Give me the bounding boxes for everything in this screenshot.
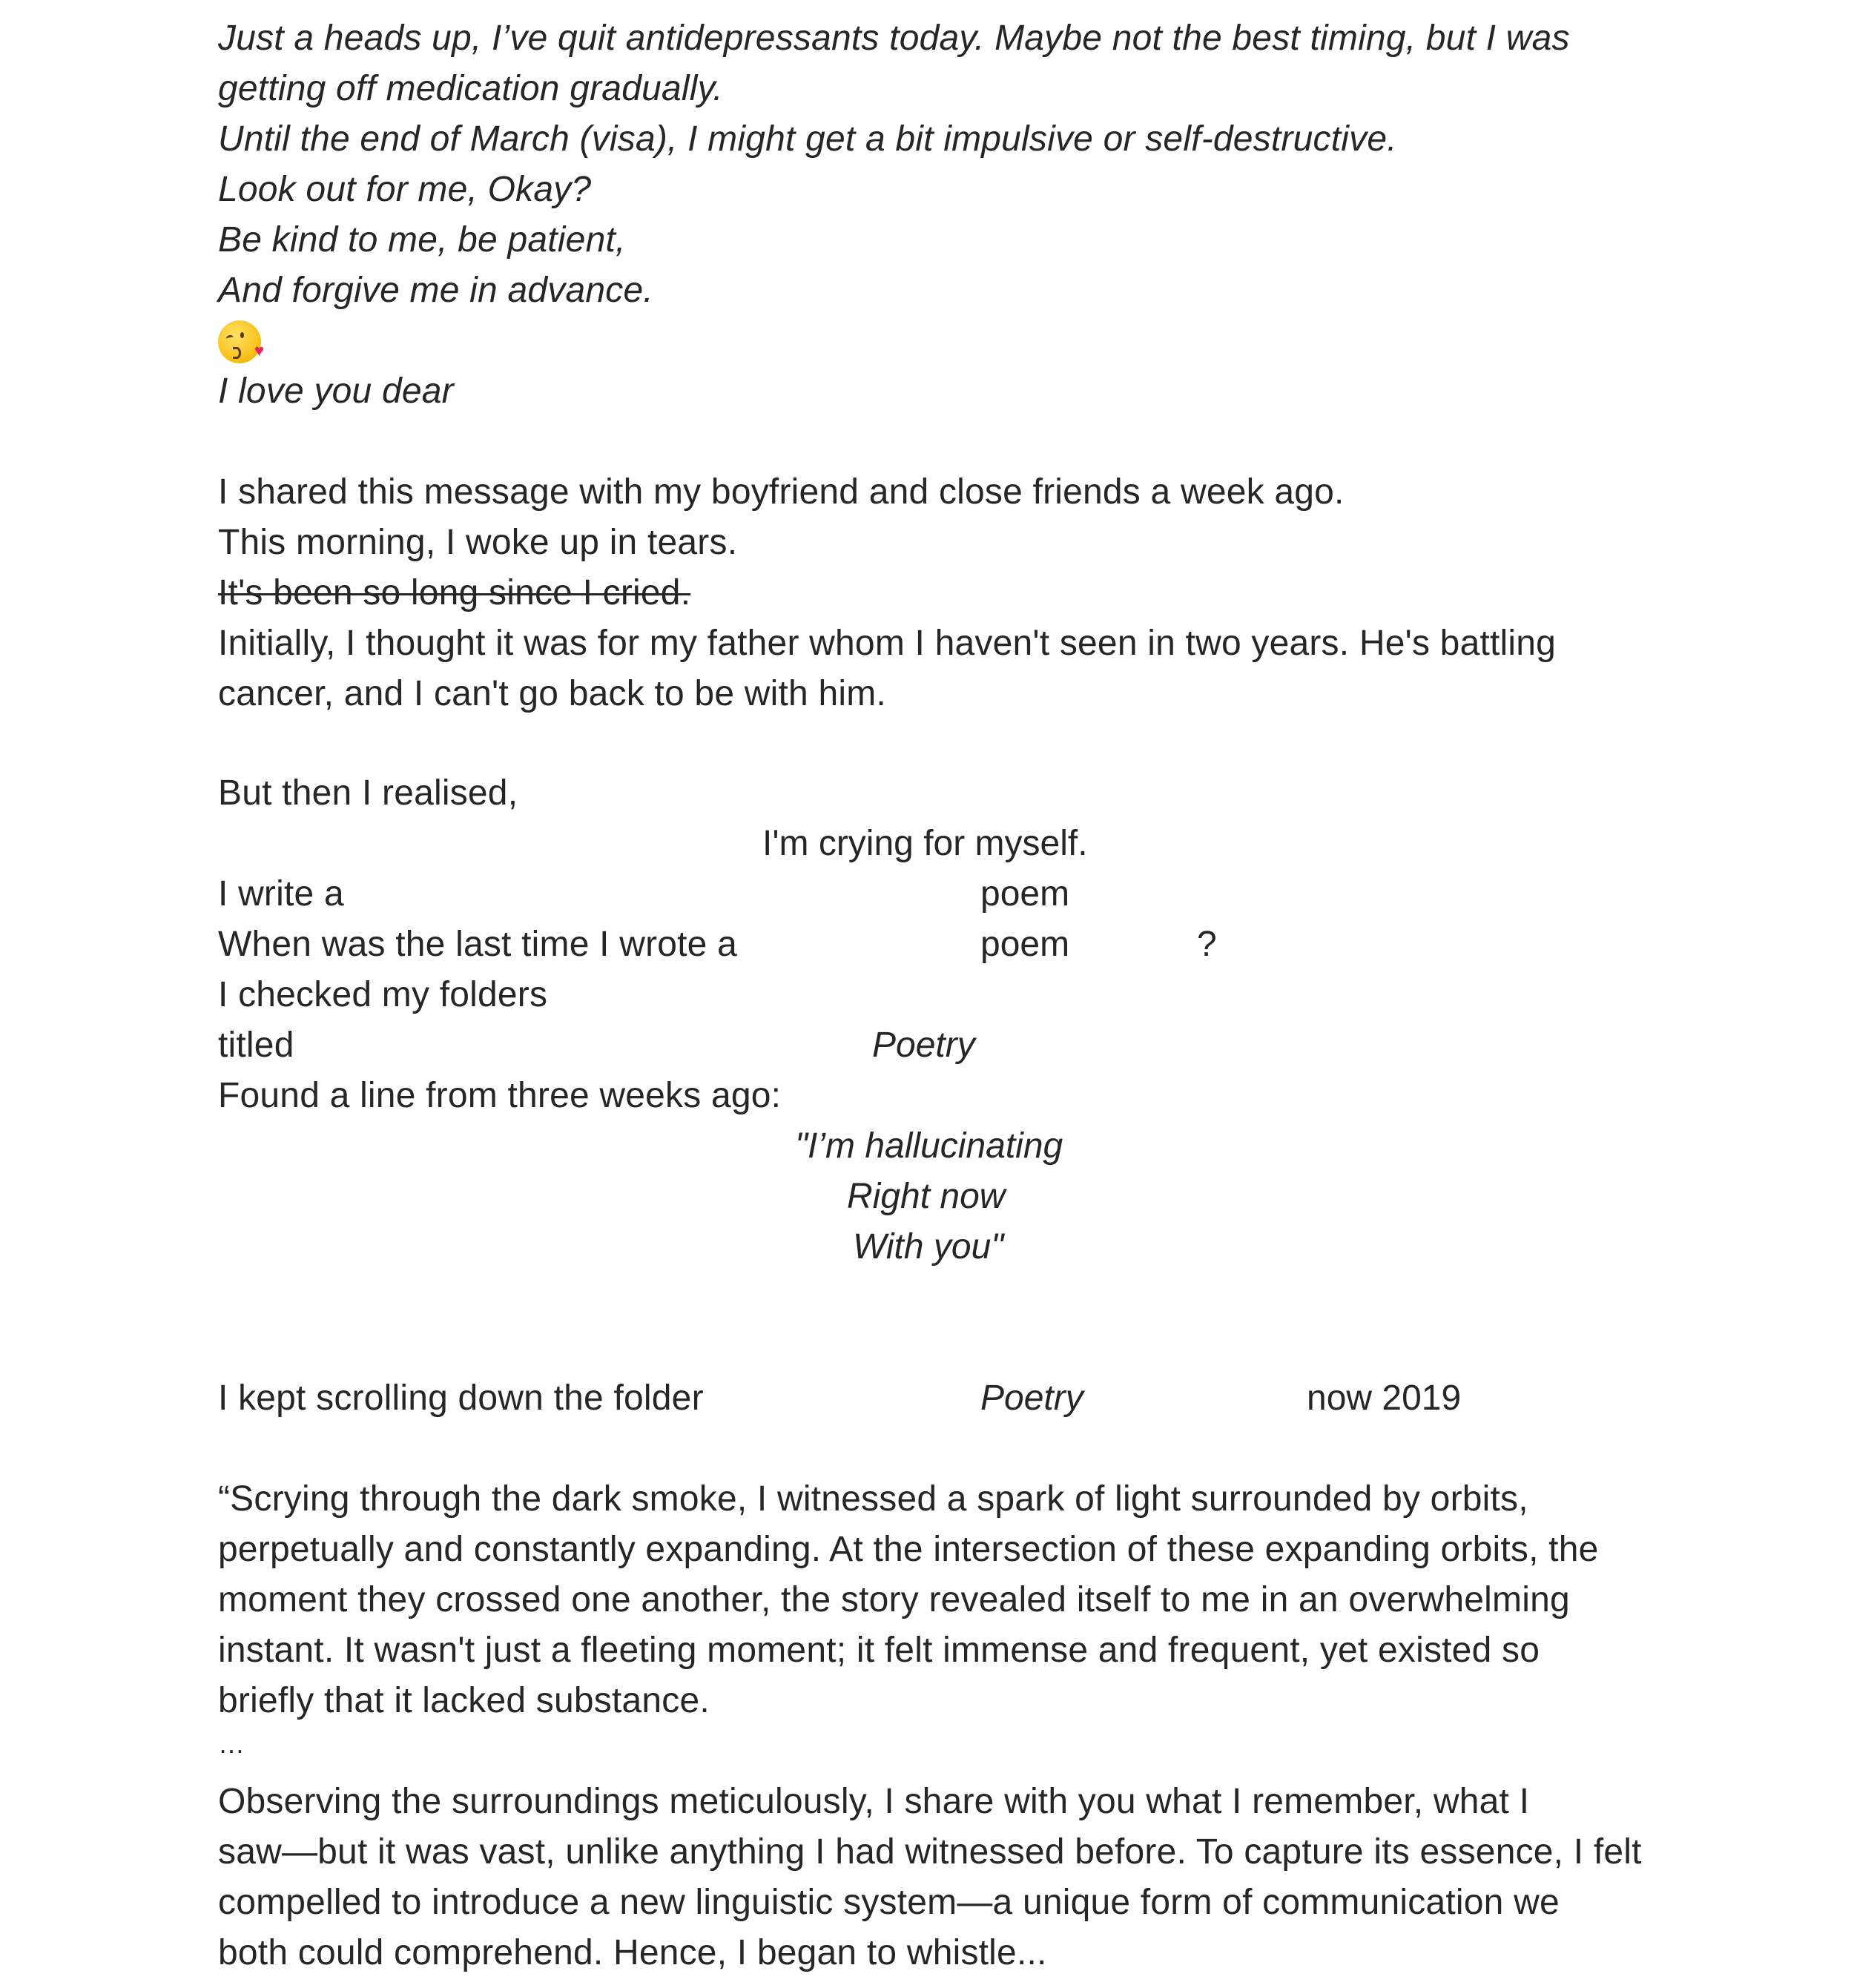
- body-line-checked: I checked my folders: [218, 975, 548, 1014]
- quote-line: Just a heads up, I’ve quit antidepressants today. Maybe not the best timing, but I was: [218, 19, 1570, 58]
- passage-line: moment they crossed one another, the story revealed itself to me in an overwhelming: [218, 1580, 1570, 1619]
- found-poem-line: "I’m hallucinating: [795, 1126, 1063, 1166]
- word-poetry: Poetry: [980, 1378, 1083, 1418]
- quote-line: Until the end of March (visa), I might get a bit impulsive or self-destructive.: [218, 119, 1397, 159]
- passage-line: briefly that it lacked substance.: [218, 1681, 710, 1720]
- quote-line: Look out for me, Okay?: [218, 170, 592, 209]
- passage-line: compelled to introduce a new linguistic system—a unique form of communication we: [218, 1883, 1560, 1922]
- passage-line: both could comprehend. Hence, I began to whistle...: [218, 1933, 1047, 1972]
- body-line-shared: I shared this message with my boyfriend and close friends a week ago.: [218, 472, 1345, 512]
- kissing-face-emoji-icon: ♥: [218, 320, 261, 363]
- struck-through-line: It's been so long since I cried.: [218, 573, 691, 612]
- found-poem-line: Right now: [847, 1177, 1006, 1216]
- quote-closing: I love you dear: [218, 371, 454, 411]
- passage-line: instant. It wasn't just a fleeting moment; it felt immense and frequent, yet existed so: [218, 1631, 1540, 1670]
- passage-line: saw—but it was vast, unlike anything I had witnessed before. To capture its essence, I felt: [218, 1832, 1642, 1872]
- quote-line: And forgive me in advance.: [218, 271, 653, 310]
- body-line-titled: titled: [218, 1026, 294, 1065]
- passage-line: “Scrying through the dark smoke, I witnessed a spark of light surrounded by orbits,: [218, 1479, 1528, 1519]
- word-poetry: Poetry: [872, 1026, 975, 1065]
- passage-ellipsis: …: [218, 1728, 245, 1759]
- body-line-write: I write a: [218, 874, 344, 914]
- found-poem-line: With you": [853, 1227, 1004, 1267]
- question-mark: ?: [1197, 925, 1217, 964]
- body-line-kept-scrolling: I kept scrolling down the folder: [218, 1378, 704, 1418]
- word-poem: poem: [980, 925, 1070, 964]
- body-line-father: cancer, and I can't go back to be with him.: [218, 674, 886, 713]
- passage-line: Observing the surroundings meticulously, I share with you what I remember, what I: [218, 1782, 1530, 1821]
- body-line-morning: This morning, I woke up in tears.: [218, 523, 738, 562]
- body-line-realised: But then I realised,: [218, 773, 518, 813]
- body-line-found: Found a line from three weeks ago:: [218, 1076, 782, 1115]
- quote-line: getting off medication gradually.: [218, 69, 723, 108]
- body-line-crying: I'm crying for myself.: [762, 824, 1088, 863]
- body-line-father: Initially, I thought it was for my father whom I haven't seen in two years. He's battling: [218, 624, 1557, 663]
- passage-line: perpetually and constantly expanding. At the intersection of these expanding orbits, the: [218, 1530, 1599, 1569]
- body-line-last-time: When was the last time I wrote a: [218, 925, 738, 964]
- word-poem: poem: [980, 874, 1070, 914]
- word-now-2019: now 2019: [1307, 1378, 1462, 1418]
- quote-line: Be kind to me, be patient,: [218, 220, 626, 260]
